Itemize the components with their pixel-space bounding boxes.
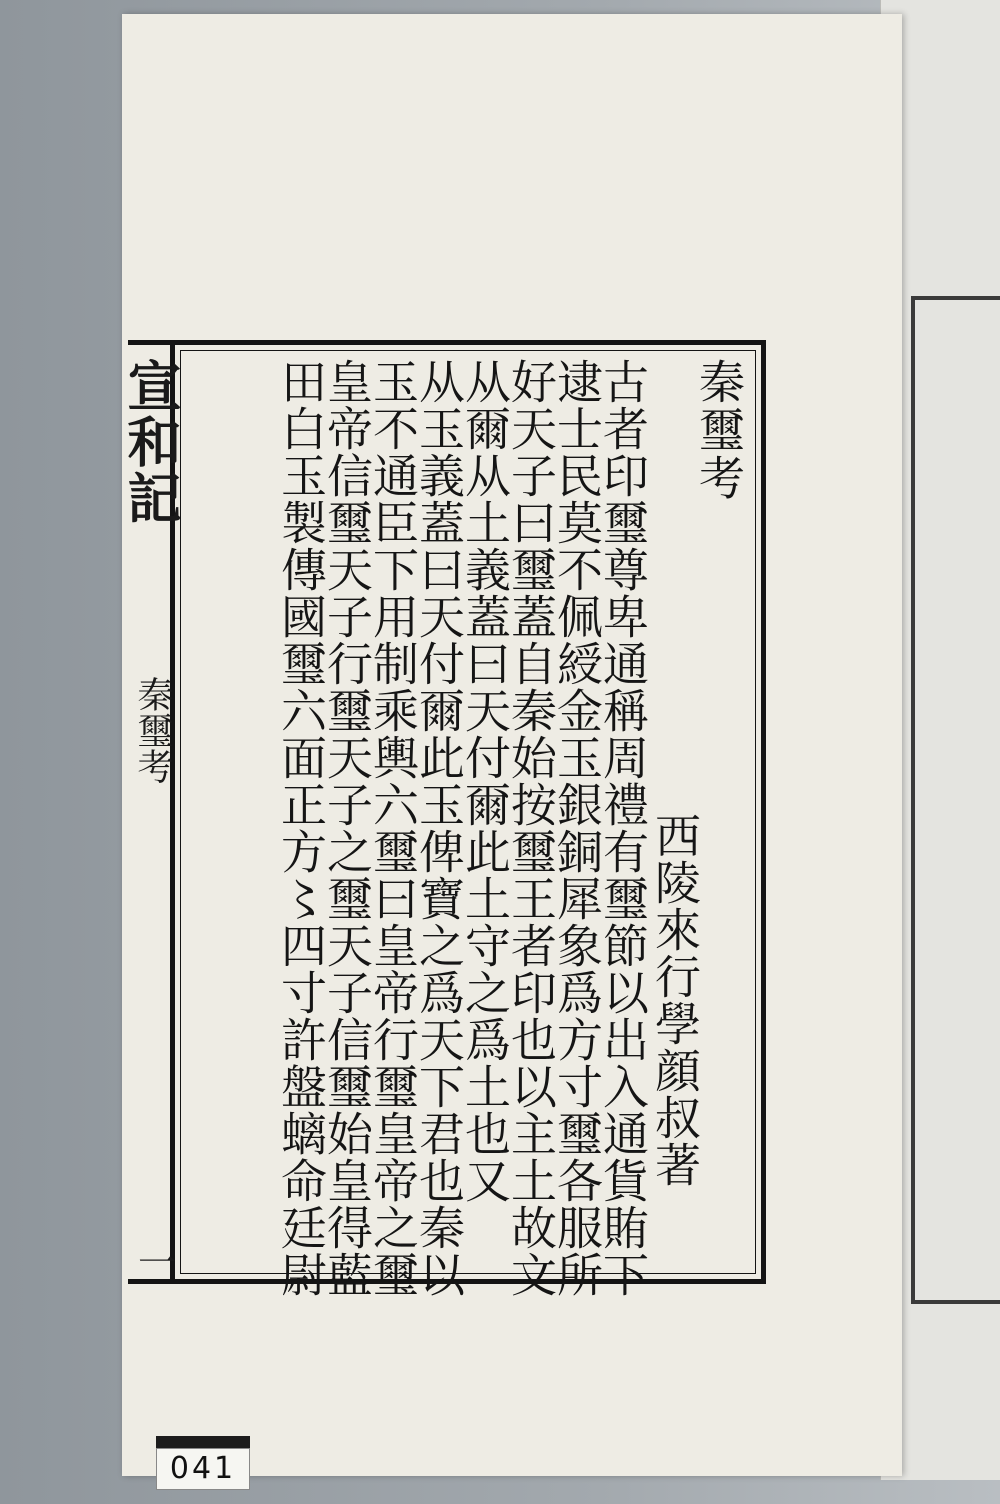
page-title: 秦璽考 (692, 358, 746, 502)
text-column-4: 从爾从土義蓋曰天付爾此土守之爲土也又 (458, 358, 512, 1204)
spine-title: 宣和記 (119, 358, 183, 526)
text-column-7: 皇帝信璽天子行璽天子之璽天子信璽始皇得藍 (320, 358, 374, 1298)
author-line: 西陵來行學顔叔著 (648, 812, 702, 1188)
text-column-2: 逮士民莫不佩綬金玉銀銅犀象爲方寸璽各服所 (550, 358, 604, 1298)
leaf-number: 一 (138, 1241, 177, 1285)
text-column-3: 好天子曰璽蓋自秦始按璽王者印也以主土故文 (504, 358, 558, 1298)
text-column-6: 玉不通臣下用制乘輿六璽曰皇帝行璽皇帝之璽 (366, 358, 420, 1298)
spine-subtitle: 秦璽考 (132, 676, 173, 784)
page-number-label: 041 (156, 1448, 250, 1490)
text-column-8: 田白玉製傳國璽六面正方〻四寸許盤螭命廷尉 (274, 358, 328, 1298)
text-column-1: 古者印璽尊卑通稱周禮有璽節以出入通貨賄下 (596, 358, 650, 1298)
facing-page-frame (911, 296, 1000, 1304)
text-column-5: 从玉義蓋曰天付爾此玉俾寶之爲天下君也秦以 (412, 358, 466, 1298)
